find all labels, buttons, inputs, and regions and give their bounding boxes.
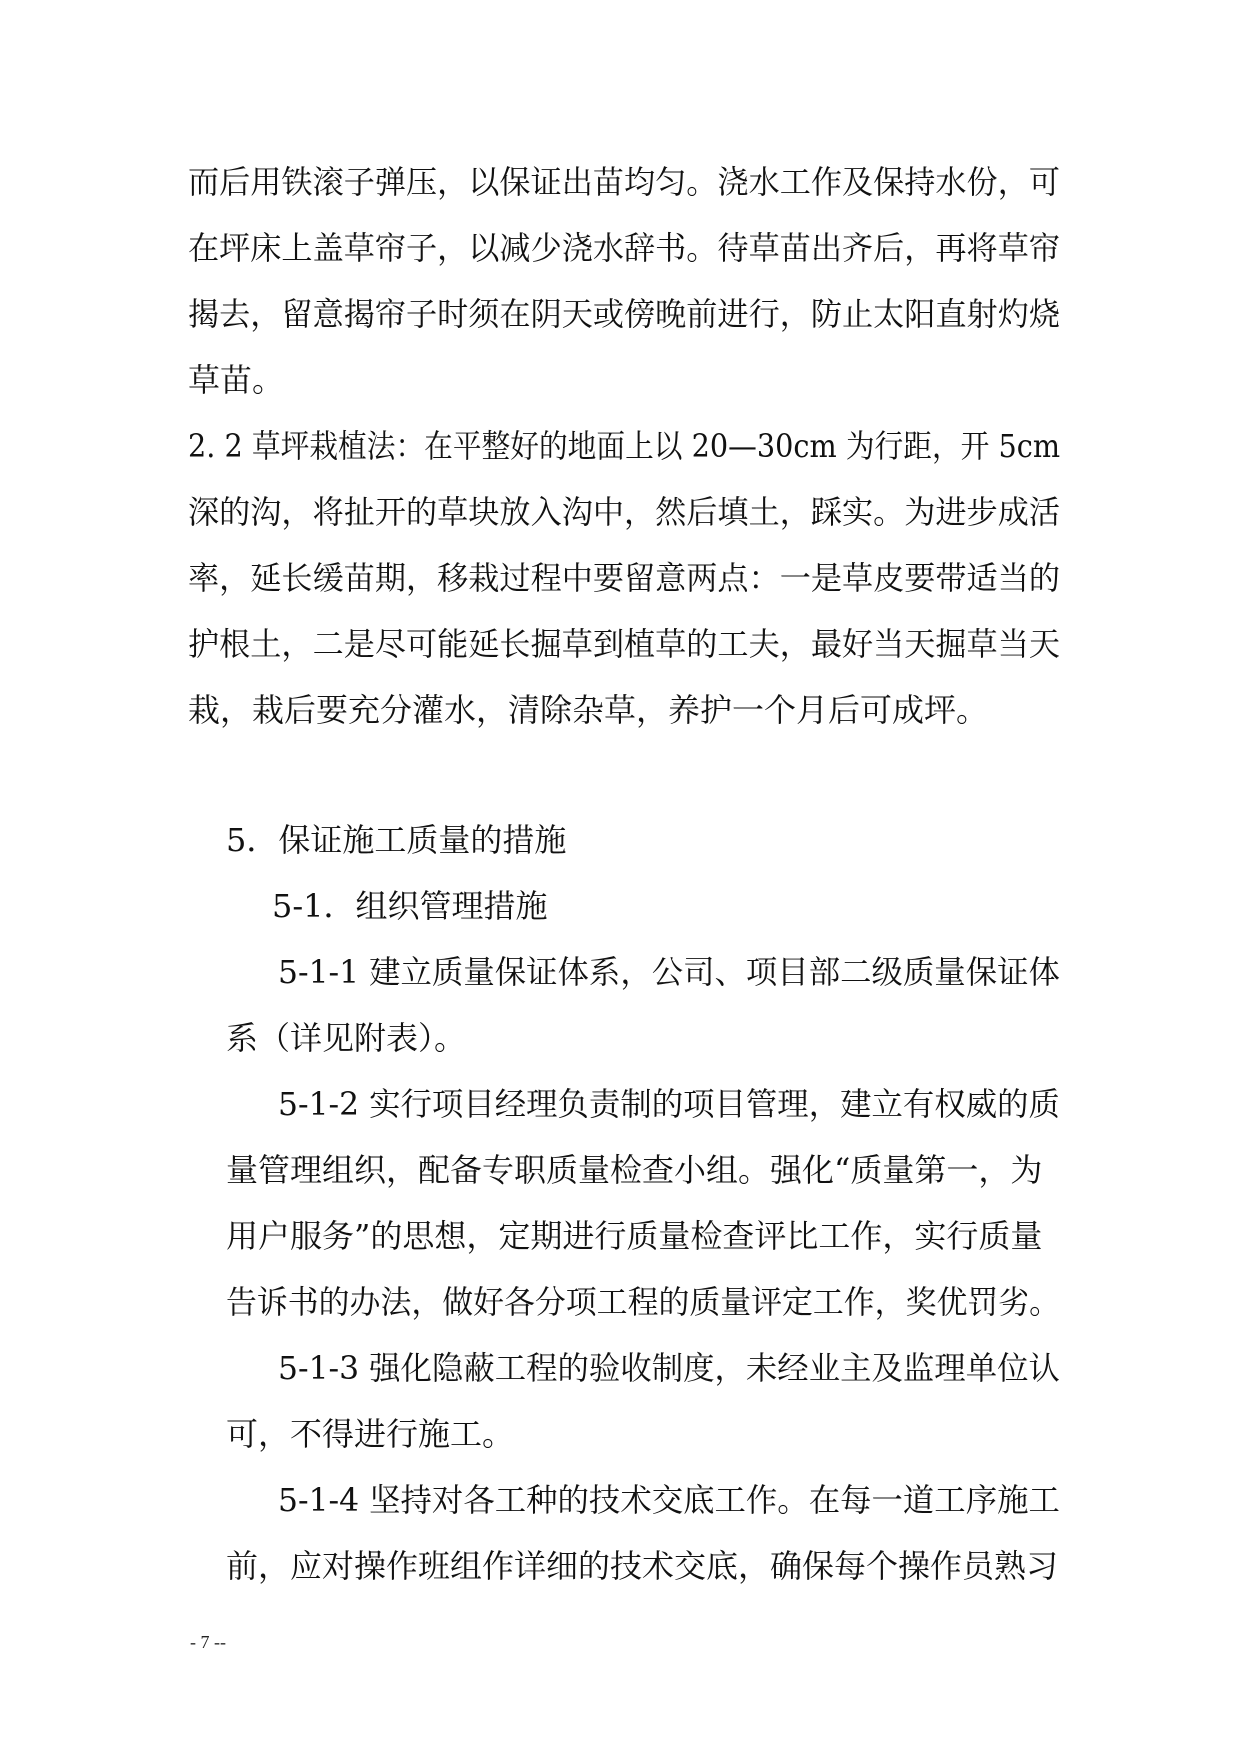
text-line: 5-1-2 实行项目经理负责制的项目管理，建立有权威的质	[278, 1085, 1060, 1123]
text-line: 可，不得进行施工。	[226, 1415, 515, 1453]
page-number: - 7 --	[190, 1632, 226, 1652]
section-heading: 5．保证施工质量的措施	[226, 821, 567, 859]
text-line: 用户服务”的思想，定期进行质量检查评比工作，实行质量	[226, 1217, 1043, 1255]
text-line: 系（详见附表）。	[226, 1019, 467, 1057]
text-line: 在坪床上盖草帘子，以减少浇水辞书。待草苗出齐后，再将草帘	[188, 229, 1061, 267]
text-line: 告诉书的办法，做好各分项工程的质量评定工作，奖优罚劣。	[226, 1283, 1061, 1321]
text-line: 5-1-1 建立质量保证体系，公司、项目部二级质量保证体	[278, 953, 1060, 991]
text-line: 护根土，二是尽可能延长掘草到植草的工夫，最好当天掘草当天	[188, 625, 1061, 663]
text-line: 揭去，留意揭帘子时须在阴天或傍晚前进行，防止太阳直射灼烧	[188, 295, 1061, 333]
text-line: 5-1-3 强化隐蔽工程的验收制度，未经业主及监理单位认	[278, 1349, 1060, 1387]
text-line: 5-1-4 坚持对各工种的技术交底工作。在每一道工序施工	[278, 1481, 1060, 1519]
subsection-heading: 5-1．组织管理措施	[272, 887, 548, 925]
text-line: 2. 2 草坪栽植法：在平整好的地面上以 20—30cm 为行距，开 5cm	[188, 427, 1061, 465]
text-line: 草苗。	[188, 361, 285, 399]
text-line: 栽，栽后要充分灌水，清除杂草，养护一个月后可成坪。	[188, 691, 989, 729]
text-line: 深的沟，将扯开的草块放入沟中，然后填土，踩实。为进步成活	[188, 493, 1061, 531]
text-line: 前，应对操作班组作详细的技术交底，确保每个操作员熟习	[226, 1547, 1059, 1585]
text-line: 率，延长缓苗期，移栽过程中要留意两点：一是草皮要带适当的	[188, 559, 1061, 597]
text-line: 量管理组织，配备专职质量检查小组。强化“质量第一，为	[226, 1151, 1043, 1189]
text-line: 而后用铁滚子弹压，以保证出苗均匀。浇水工作及保持水份，可	[188, 163, 1061, 201]
